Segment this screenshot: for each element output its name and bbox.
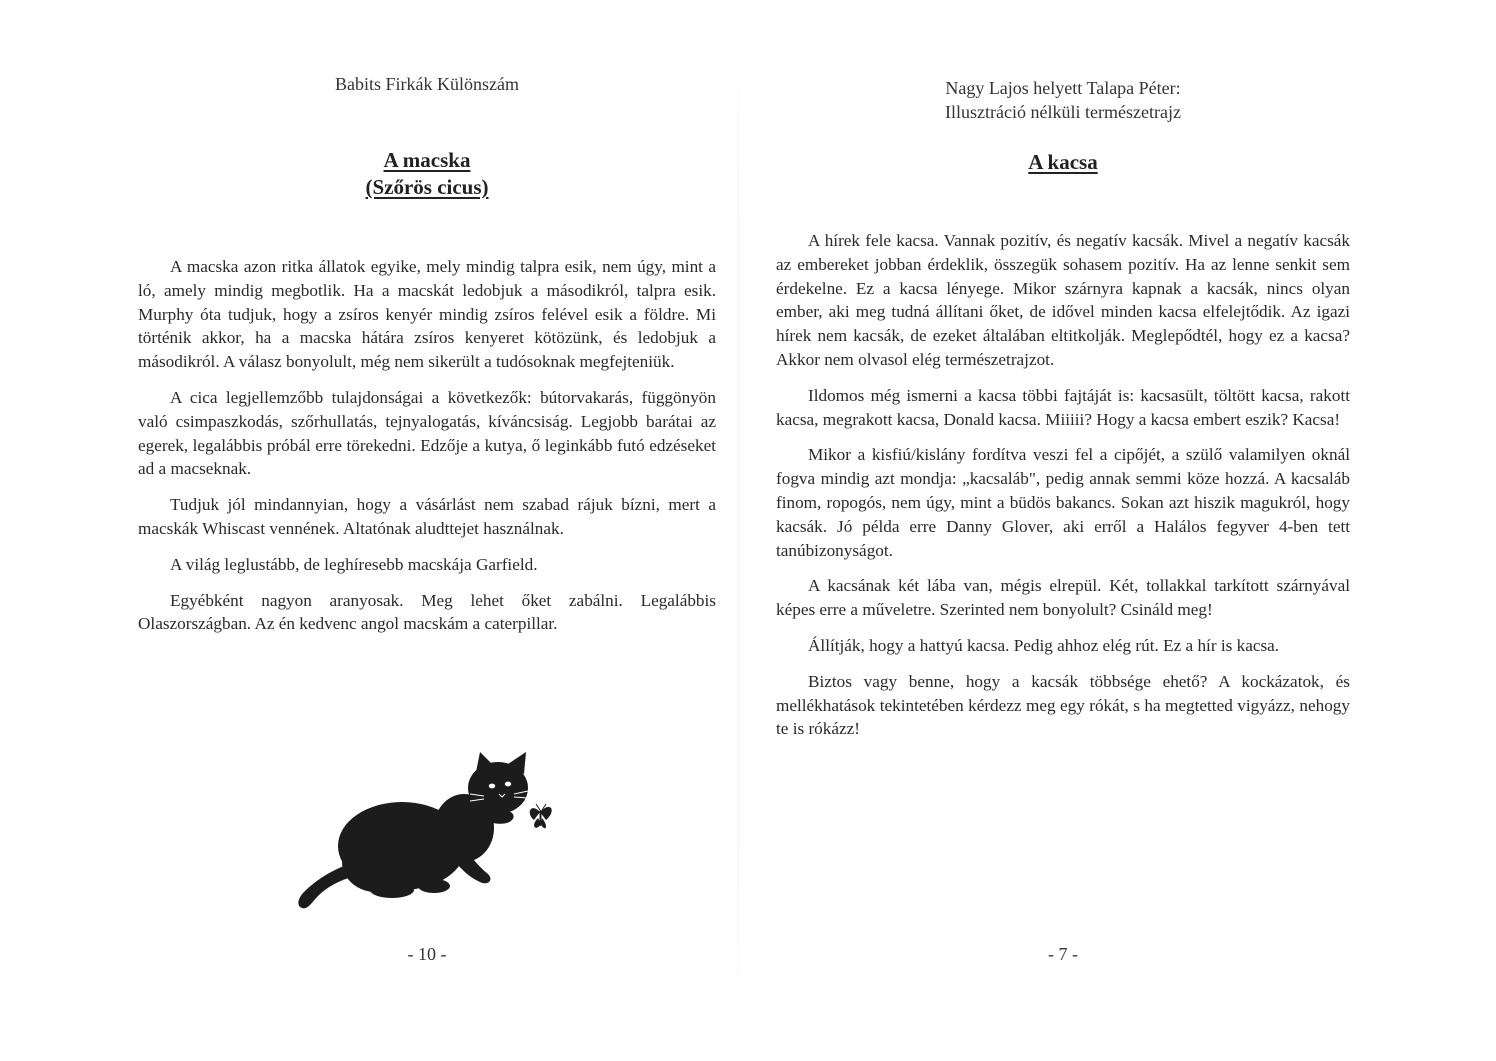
left-page [138, 0, 716, 1061]
right-header-line1: Nagy Lajos helyett Talapa Péter: [945, 78, 1181, 98]
left-page-number: - 10 - [407, 944, 447, 964]
left-title-line2: (Szőrös cicus) [365, 175, 489, 199]
right-page-title: A kacsa [1028, 150, 1098, 174]
paragraph: A cica legjellemzőbb tulajdonságai a következők: bútorvakarás, függönyön való csimpaszkodás, szőrhullatás, tejnyalogatás, kíváncsiság. Legjobb barátai az egerek, legalábbis próbál erre törekedni. Edzője a kutya, ő leginkább futó edzéseket ad a macseknak. [138, 387, 716, 479]
paragraph: A macska azon ritka állatok egyike, mely mindig talpra esik, nem úgy, mint a ló, amely mindig megbotlik. Ha a macskát ledobjuk a másodikról, talpra esik. Murphy óta tudjuk, hogy a zsíros kenyér mindig zsíros felével esik a földre. Mi történik akkor, ha a macska hátára zsíros kenyeret kötözünk, és ledobjuk a másodikról. A válasz bonyolult, még nem sikerült a tudósoknak megfejteniük. [138, 257, 716, 372]
left-page-body [138, 255, 716, 648]
paragraph: A kacsának két lába van, mégis elrepül. Két, tollakkal tarkított szárnyával képes erre a műveletre. Szerinted nem bonyolult? Csináld meg! [776, 576, 1350, 620]
paragraph: Egyébként nagyon aranyosak. Meg lehet őket zabálni. Legalábbis Olaszországban. Az én kedvenc angol macskám a caterpillar. [138, 590, 716, 634]
left-page-header: Babits Firkák Különszám [335, 74, 519, 94]
left-page-title [138, 147, 716, 201]
paragraph: A hírek fele kacsa. Vannak pozitív, és negatív kacsák. Mivel a negatív kacsák az embereket jobban érdeklik, összegük sohasem pozitív. Ha az lenne senkit sem érdekelne. Ez a kacsa lényege. Mikor szárnyra kapnak a kacsák, nincs olyan ember, aki meg tudná állítani őket, de idővel minden kacsa elfelejtődik. Az igazi hírek nem kacsák, de ezeket általában eltitkolják. Meglepődtél, hogy ez a kacsa? Akkor nem olvasol elég természetrajzot. [776, 231, 1350, 369]
paragraph: Biztos vagy benne, hogy a kacsák többsége ehető? A kockázatok, és mellékhatások tekintetében kérdezz meg egy rókát, s ha megtetted vigyázz, nehogy te is rókázz! [776, 671, 1350, 739]
paragraph: A világ leglustább, de leghíresebb macskája Garfield. [170, 554, 538, 574]
right-header-line2: Illusztráció nélküli természetrajz [945, 102, 1181, 122]
paragraph: Ildomos még ismerni a kacsa többi fajtáját is: kacsasült, töltött kacsa, rakott kacsa, megrakott kacsa, Donald kacsa. Miiiii? Hogy a kacsa embert eszik? Kacsa! [776, 385, 1350, 429]
right-page-body [776, 229, 1350, 753]
paragraph: Mikor a kisfiú/kislány fordítva veszi fel a cipőjét, a szülő valamilyen oknál fogva mindig azt mondja: „kacsaláb", pedig annak semmi köze hozzá. A kacsaláb finom, ropogós, nem úgy, mint a büdös bakancs. Sokan azt hiszik magukról, hogy kacsák. Jó példa erre Danny Glover, aki erről a Halálos fegyver 4-ben tett tanúbizonyságot. [776, 445, 1350, 560]
right-page-number: - 7 - [1048, 944, 1078, 964]
page-fold [738, 20, 739, 1040]
cat-with-butterfly-icon [294, 750, 566, 912]
right-page-header [776, 76, 1350, 124]
paragraph: Állítják, hogy a hattyú kacsa. Pedig ahhoz elég rút. Ez a hír is kacsa. [808, 635, 1280, 655]
left-title-line1: A macska [383, 148, 471, 172]
right-page [776, 0, 1350, 1061]
paragraph: Tudjuk jól mindannyian, hogy a vásárlást nem szabad rájuk bízni, mert a macskák Whiscast vennének. Altatónak aludttejet használnak. [138, 495, 716, 538]
